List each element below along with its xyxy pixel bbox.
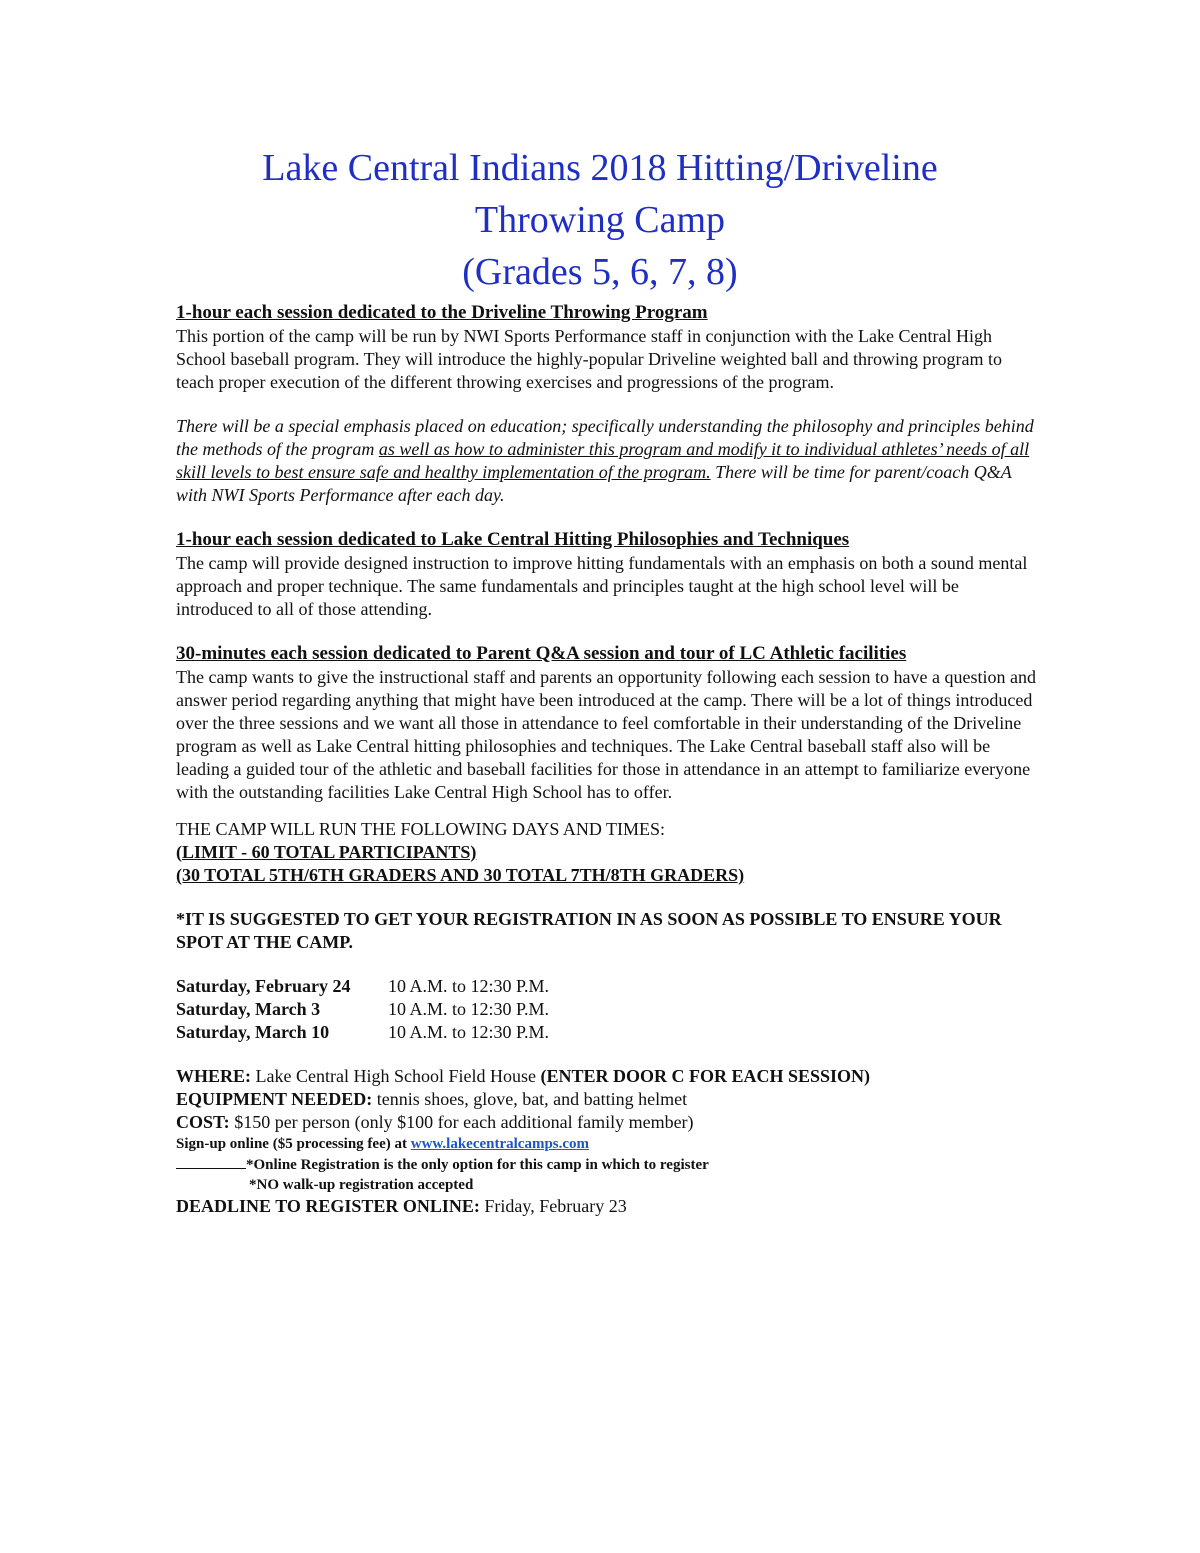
emphasis-underlined-text: as well as how to administer this program and modify it to individual athletes’ needs of all skill levels to best ensure safe and healthy implementation of the program. xyxy=(176,439,1030,482)
session-day: Saturday, March 3 xyxy=(176,999,321,1019)
grade-breakdown: (30 TOTAL 5TH/6TH GRADERS AND 30 TOTAL 7TH/8TH GRADERS) xyxy=(176,865,745,885)
session-schedule xyxy=(176,975,549,1044)
session-row xyxy=(176,998,549,1021)
emphasis-text-2: There will be time for parent/coach Q&A with NWI Sports Performance after each day. xyxy=(176,462,1012,505)
title-line-3: (Grades 5, 6, 7, 8) xyxy=(462,251,738,293)
registration-suggestion: *IT IS SUGGESTED TO GET YOUR REGISTRATION IN AS SOON AS POSSIBLE TO ENSURE YOUR SPOT AT THE CAMP. xyxy=(176,909,1002,952)
equipment-label: EQUIPMENT NEEDED: xyxy=(176,1089,373,1109)
no-walkup-note: *NO walk-up registration accepted xyxy=(249,1177,474,1193)
spacer xyxy=(176,621,1036,642)
section-heading-hitting: 1-hour each session dedicated to Lake Central Hitting Philosophies and Techniques xyxy=(176,529,850,550)
deadline-line xyxy=(176,1195,1036,1218)
equipment-line xyxy=(176,1088,1036,1111)
spacer xyxy=(176,394,1036,415)
equipment-value: tennis shoes, glove, bat, and batting helmet xyxy=(372,1089,688,1109)
title-line-2: Throwing Camp xyxy=(474,199,726,241)
spacer xyxy=(176,954,1036,975)
where-value: Lake Central High School Field House xyxy=(251,1066,541,1086)
title-line-1: Lake Central Indians 2018 Hitting/Driveline xyxy=(262,147,938,189)
emphasis-paragraph xyxy=(176,415,1036,507)
spacer xyxy=(176,1044,1036,1065)
online-only-text: *Online Registration is the only option for this camp in which to register xyxy=(246,1157,709,1173)
spacer xyxy=(176,804,1036,818)
signup-line xyxy=(176,1134,1036,1154)
cost-line xyxy=(176,1111,1036,1134)
section-body-parent-qa: The camp wants to give the instructional staff and parents an opportunity following each session to have a question and answer period regarding anything that might have been introduced at the camp. There will be a lot of things introduced over the three sessions and we want all those in attendance to feel comfortable in their understanding of the Driveline program as well as Lake Central hitting philosophies and techniques. The Lake Central baseball staff also will be leading a guided tour of the athletic and baseball facilities for those in attendance in an attempt to familiarize everyone with the outstanding facilities Lake Central High School has to offer. xyxy=(176,667,1036,802)
deadline-value: Friday, February 23 xyxy=(479,1196,627,1216)
limit-text: LIMIT - 60 TOTAL PARTICIPANTS) xyxy=(182,842,477,862)
spacer xyxy=(176,507,1036,528)
spacer xyxy=(176,887,1036,908)
limit-paren: ( xyxy=(176,842,182,862)
cost-label: COST: xyxy=(176,1112,230,1132)
signup-link[interactable]: www.lakecentralcamps.com xyxy=(410,1136,590,1152)
session-time: 10 A.M. to 12:30 P.M. xyxy=(388,1022,550,1042)
signup-text: Sign-up online ($5 processing fee) at xyxy=(176,1136,411,1152)
blank-line xyxy=(176,1154,246,1169)
flyer-content xyxy=(176,301,1036,1218)
session-row xyxy=(176,975,549,998)
participant-limit xyxy=(176,841,1036,864)
where-note: (ENTER DOOR C FOR EACH SESSION) xyxy=(540,1066,871,1086)
session-day: Saturday, February 24 xyxy=(176,976,351,996)
section-body-driveline: This portion of the camp will be run by NWI Sports Performance staff in conjunction with the Lake Central High School baseball program. They will introduce the highly-popular Driveline weighted ball and throwing program to teach proper execution of the different throwing exercises and progressions of the program. xyxy=(176,326,1002,392)
session-day: Saturday, March 10 xyxy=(176,1022,330,1042)
session-time: 10 A.M. to 12:30 P.M. xyxy=(388,999,550,1019)
session-row xyxy=(176,1021,549,1044)
section-body-hitting: The camp will provide designed instruction to improve hitting fundamentals with an emphasis on both a sound mental approach and proper technique. The same fundamentals and principles taught at the high school level will be introduced to all of those attending. xyxy=(176,553,1028,619)
schedule-intro: THE CAMP WILL RUN THE FOLLOWING DAYS AND TIMES: xyxy=(176,819,666,839)
section-heading-driveline: 1-hour each session dedicated to the Driveline Throwing Program xyxy=(176,302,708,323)
session-time: 10 A.M. to 12:30 P.M. xyxy=(388,976,550,996)
deadline-label: DEADLINE TO REGISTER ONLINE: xyxy=(176,1196,480,1216)
where-label: WHERE: xyxy=(176,1066,252,1086)
online-only-note xyxy=(176,1154,1036,1175)
page-title xyxy=(0,142,1200,298)
cost-value: $150 per person (only $100 for each additional family member) xyxy=(229,1112,694,1132)
section-heading-parent-qa: 30-minutes each session dedicated to Parent Q&A session and tour of LC Athletic facilities xyxy=(176,643,907,664)
emphasis-text-1: There will be a special emphasis placed on education; specifically understanding the philosophy and principles behind the methods of the program xyxy=(176,416,1034,459)
where-line xyxy=(176,1065,1036,1088)
